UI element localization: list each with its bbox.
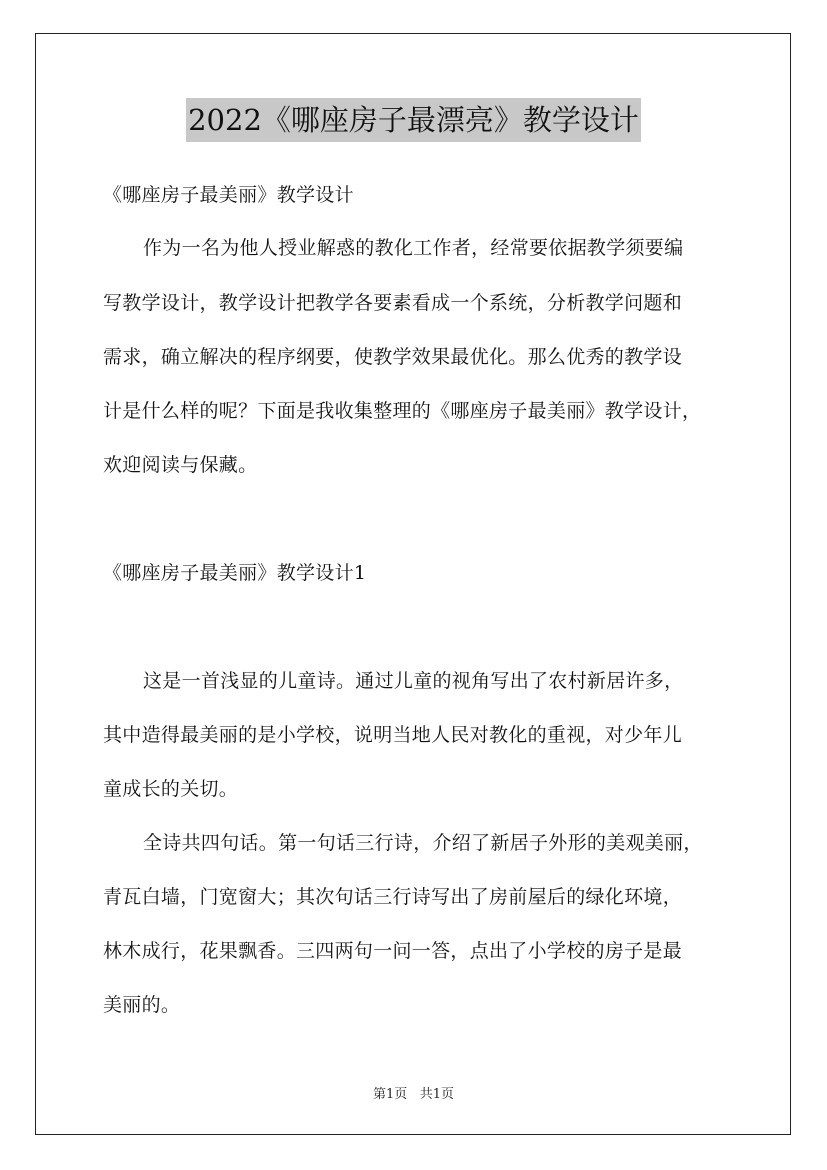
section-heading: 《哪座房子最美丽》教学设计1 — [103, 562, 367, 584]
paragraph-line: 美丽的。 — [103, 994, 181, 1016]
intro-line: 作为一名为他人授业解惑的教化工作者，经常要依据教学须要编 — [143, 237, 684, 259]
subtitle: 《哪座房子最美丽》教学设计 — [103, 184, 354, 206]
intro-line: 计是什么样的呢？下面是我收集整理的《哪座房子最美丽》教学设计， — [103, 400, 702, 422]
paragraph-line: 青瓦白墙，门宽窗大；其次句话三行诗写出了房前屋后的绿化环境， — [103, 886, 683, 908]
intro-line: 欢迎阅读与保藏。 — [103, 454, 258, 476]
paragraph-line: 全诗共四句话。第一句话三行诗，介绍了新居子外形的美观美丽， — [143, 832, 703, 854]
title-container — [0, 98, 827, 142]
paragraph-line: 林木成行，花果飘香。三四两句一问一答，点出了小学校的房子是最 — [103, 940, 683, 962]
document-title: 2022《哪座房子最漂亮》教学设计 — [186, 98, 641, 142]
paragraph-line: 其中造得最美丽的是小学校，说明当地人民对教化的重视，对少年儿 — [103, 724, 683, 746]
page-total: 共1页 — [419, 1087, 454, 1102]
intro-line: 需求，确立解决的程序纲要，使教学效果最优化。那么优秀的教学设 — [103, 346, 683, 368]
paragraph-line: 童成长的关切。 — [103, 778, 239, 800]
intro-line: 写教学设计，教学设计把教学各要素看成一个系统，分析教学问题和 — [103, 292, 683, 314]
paragraph-line: 这是一首浅显的儿童诗。通过儿童的视角写出了农村新居许多， — [143, 670, 684, 692]
page-number: 第1页 — [373, 1087, 408, 1102]
page-footer — [0, 1083, 827, 1102]
